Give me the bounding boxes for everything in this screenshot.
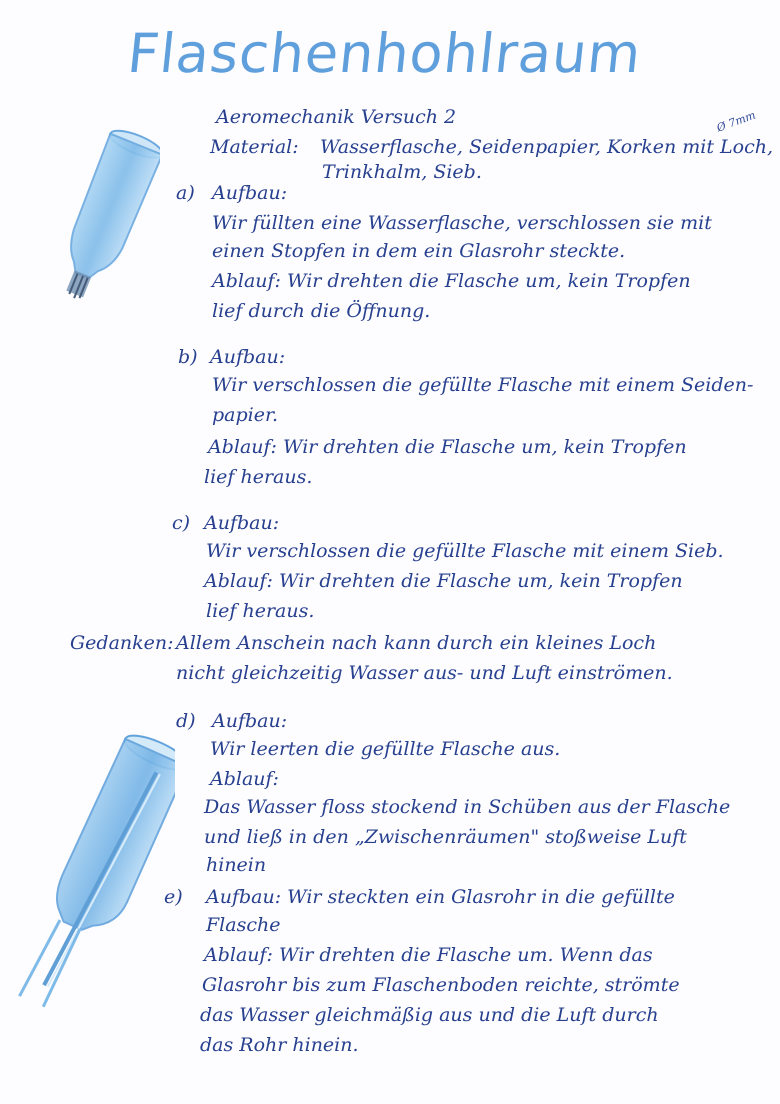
section-d-heading: Aufbau: <box>212 710 288 732</box>
section-a-setup-2: einen Stopfen in dem ein Glasrohr steckte. <box>212 240 626 262</box>
material-line-1: Wasserflasche, Seidenpapier, Korken mit Loch, <box>320 136 773 158</box>
bottle-with-stopper-drawing <box>40 118 160 318</box>
thoughts-line-2: nicht gleichzeitig Wasser aus- und Luft einströmen. <box>176 662 673 684</box>
section-b-result-2: lief heraus. <box>204 466 313 488</box>
page-title: Flaschenhohlraum <box>124 22 645 85</box>
section-b-setup-1: Wir verschlossen die gefüllte Flasche mit einem Seiden- <box>212 374 754 396</box>
bottle-with-glass-tube-drawing <box>10 715 175 1015</box>
section-e-setup-1: Aufbau: Wir steckten ein Glasrohr in die gefüllte <box>206 886 675 908</box>
section-a-heading: Aufbau: <box>212 182 288 204</box>
section-d-setup-1: Wir leerten die gefüllte Flasche aus. <box>210 738 561 760</box>
thoughts-line-1: Allem Anschein nach kann durch ein kleines Loch <box>176 632 657 654</box>
section-d-result-2: und ließ in den „Zwischenräumen" stoßweise Luft <box>204 826 687 848</box>
section-d-result-3: hinein <box>206 854 267 876</box>
section-c-marker: c) <box>172 512 191 534</box>
section-a-result-1: Ablauf: Wir drehten die Flasche um, kein Tropfen <box>212 270 691 292</box>
section-d-marker: d) <box>176 710 196 732</box>
section-b-setup-2: papier. <box>212 404 279 426</box>
section-e-marker: e) <box>164 886 183 908</box>
section-e-result-2: Glasrohr bis zum Flaschenboden reichte, strömte <box>202 974 680 996</box>
section-c-heading: Aufbau: <box>204 512 280 534</box>
section-c-setup-1: Wir verschlossen die gefüllte Flasche mit einem Sieb. <box>206 540 724 562</box>
thoughts-label: Gedanken: <box>70 632 174 654</box>
section-a-setup-1: Wir füllten eine Wasserflasche, verschlossen sie mit <box>212 212 712 234</box>
section-d-result-1: Das Wasser floss stockend in Schüben aus der Flasche <box>204 796 731 818</box>
section-a-result-2: lief durch die Öffnung. <box>212 300 431 322</box>
diameter-note: Ø 7mm <box>714 108 758 135</box>
section-b-marker: b) <box>178 346 198 368</box>
section-e-result-3: das Wasser gleichmäßig aus und die Luft durch <box>200 1004 659 1026</box>
section-e-result-4: das Rohr hinein. <box>200 1034 359 1056</box>
material-label: Material: <box>210 136 299 158</box>
section-c-result-1: Ablauf: Wir drehten die Flasche um, kein Tropfen <box>204 570 683 592</box>
section-b-heading: Aufbau: <box>210 346 286 368</box>
section-d-result-label: Ablauf: <box>210 768 279 790</box>
section-e-result-1: Ablauf: Wir drehten die Flasche um. Wenn das <box>204 944 653 966</box>
section-e-setup-2: Flasche <box>206 914 281 936</box>
experiment-heading: Aeromechanik Versuch 2 <box>216 106 457 128</box>
material-line-2: Trinkhalm, Sieb. <box>322 161 482 183</box>
section-b-result-1: Ablauf: Wir drehten die Flasche um, kein Tropfen <box>208 436 687 458</box>
section-a-marker: a) <box>176 182 195 204</box>
section-c-result-2: lief heraus. <box>206 600 315 622</box>
